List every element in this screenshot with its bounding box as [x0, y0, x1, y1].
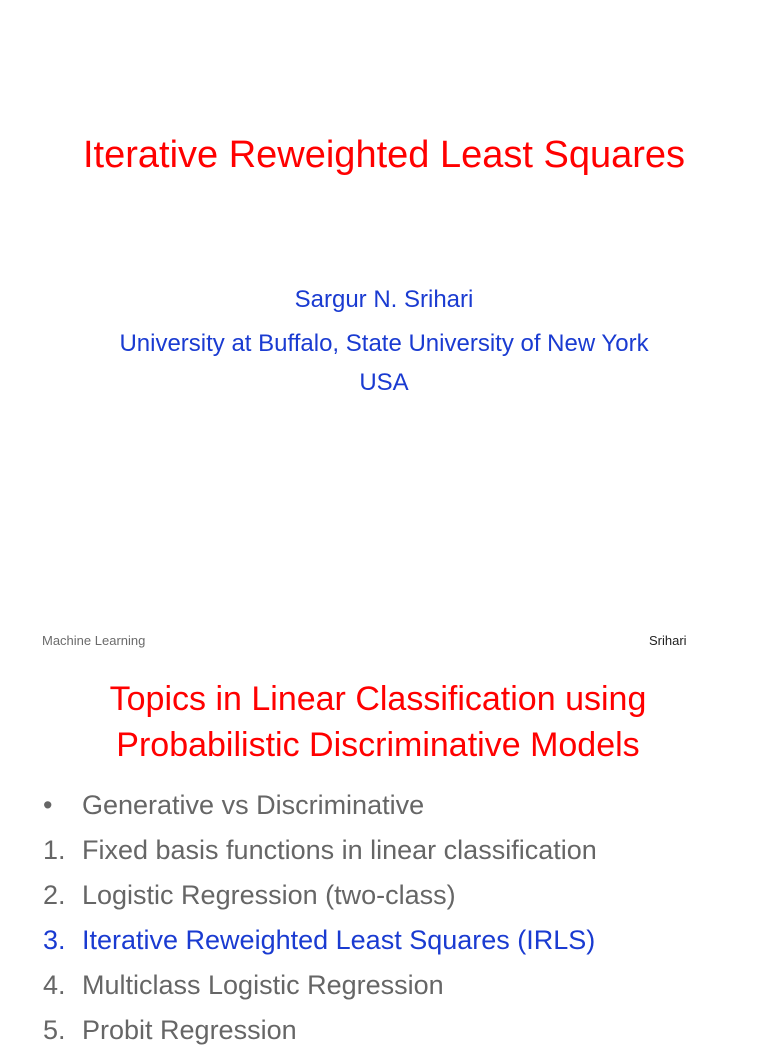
- list-item-text: Multiclass Logistic Regression: [82, 970, 444, 1000]
- list-item-text: Generative vs Discriminative: [82, 790, 425, 820]
- item-number: 1.: [43, 835, 66, 865]
- topics-title: [0, 676, 756, 768]
- list-item: [43, 966, 597, 1011]
- list-item-text: Fixed basis functions in linear classification: [82, 835, 597, 865]
- list-item-text: Probit Regression: [82, 1015, 297, 1045]
- list-item: [43, 876, 597, 921]
- item-number: 2.: [43, 880, 66, 910]
- item-number: 5.: [43, 1015, 66, 1045]
- topics-list: [43, 786, 597, 1056]
- slide-title: Iterative Reweighted Least Squares: [82, 134, 686, 176]
- item-number: 4.: [43, 970, 66, 1000]
- topics-title-line-1: Topics in Linear Classification using: [109, 680, 647, 718]
- slide-header-author: Srihari: [649, 633, 687, 648]
- list-item-current: [43, 921, 597, 966]
- list-item-text: Iterative Reweighted Least Squares (IRLS): [82, 925, 596, 955]
- topics-slide: [0, 614, 768, 1045]
- list-item: [43, 1011, 597, 1056]
- list-item-text: Logistic Regression (two-class): [82, 880, 456, 910]
- topics-title-line-2: Probabilistic Discriminative Models: [116, 726, 640, 764]
- list-item: [43, 786, 597, 831]
- author-name: Sargur N. Srihari: [294, 286, 474, 313]
- bullet-marker: •: [43, 790, 53, 820]
- author-affiliation: University at Buffalo, State University of New York: [119, 330, 649, 357]
- slide-header-course: Machine Learning: [42, 633, 146, 648]
- list-item: [43, 831, 597, 876]
- item-number: 3.: [43, 925, 66, 955]
- author-country: USA: [359, 369, 409, 396]
